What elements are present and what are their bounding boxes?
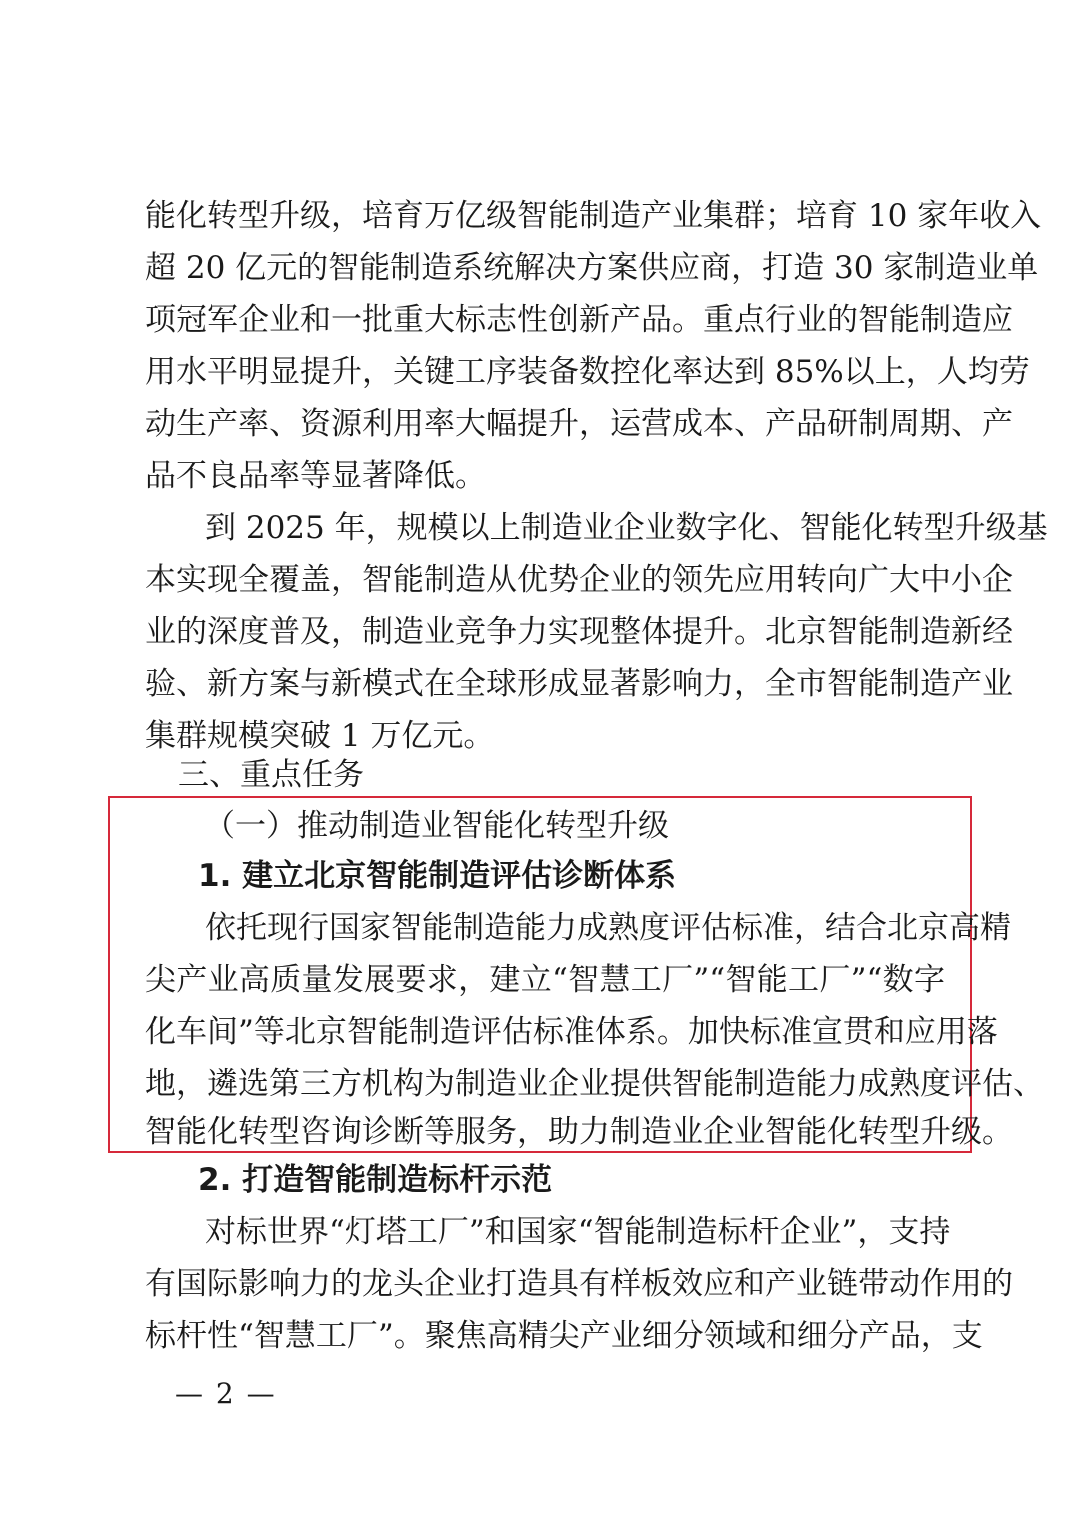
paragraph-line: 本实现全覆盖，智能制造从优势企业的领先应用转向广大中小企: [145, 562, 1013, 598]
paragraph-line: 集群规模突破 1 万亿元。: [145, 718, 495, 754]
item-heading: 1. 建立北京智能制造评估诊断体系: [198, 858, 677, 894]
paragraph-line: 用水平明显提升，关键工序装备数控化率达到 85%以上，人均劳: [145, 354, 1030, 390]
paragraph-line: 有国际影响力的龙头企业打造具有样板效应和产业链带动作用的: [145, 1266, 1013, 1302]
paragraph-line: 业的深度普及，制造业竞争力实现整体提升。北京智能制造新经: [145, 614, 1013, 650]
paragraph-line: 项冠军企业和一批重大标志性创新产品。重点行业的智能制造应: [145, 302, 1013, 338]
paragraph-line: 地，遴选第三方机构为制造业企业提供智能制造能力成熟度评估、: [145, 1066, 1044, 1102]
paragraph-line: 对标世界“灯塔工厂”和国家“智能制造标杆企业”，支持: [205, 1214, 951, 1250]
paragraph-line: 动生产率、资源利用率大幅提升，运营成本、产品研制周期、产: [145, 406, 1013, 442]
paragraph-line: 到 2025 年，规模以上制造业企业数字化、智能化转型升级基: [205, 510, 1048, 546]
paragraph-line: 智能化转型咨询诊断等服务，助力制造业企业智能化转型升级。: [145, 1114, 1013, 1150]
paragraph-line: 超 20 亿元的智能制造系统解决方案供应商，打造 30 家制造业单: [145, 250, 1039, 286]
section-title: 三、重点任务: [178, 757, 364, 793]
item-heading: 2. 打造智能制造标杆示范: [198, 1162, 553, 1198]
paragraph-line: 品不良品率等显著降低。: [145, 458, 486, 494]
paragraph-line: 能化转型升级，培育万亿级智能制造产业集群；培育 10 家年收入: [145, 198, 1042, 234]
paragraph-line: 验、新方案与新模式在全球形成显著影响力，全市智能制造产业: [145, 666, 1013, 702]
paragraph-line: 标杆性“智慧工厂”。聚焦高精尖产业细分领域和细分产品，支: [145, 1318, 983, 1354]
paragraph-line: 依托现行国家智能制造能力成熟度评估标准，结合北京高精: [205, 910, 1011, 946]
paragraph-line: 尖产业高质量发展要求，建立“智慧工厂”“智能工厂”“数字: [145, 962, 945, 998]
page-number: — 2 —: [175, 1377, 277, 1410]
subsection-title: （一）推动制造业智能化转型升级: [204, 808, 669, 844]
paragraph-line: 化车间”等北京智能制造评估标准体系。加快标准宣贯和应用落: [145, 1014, 998, 1050]
